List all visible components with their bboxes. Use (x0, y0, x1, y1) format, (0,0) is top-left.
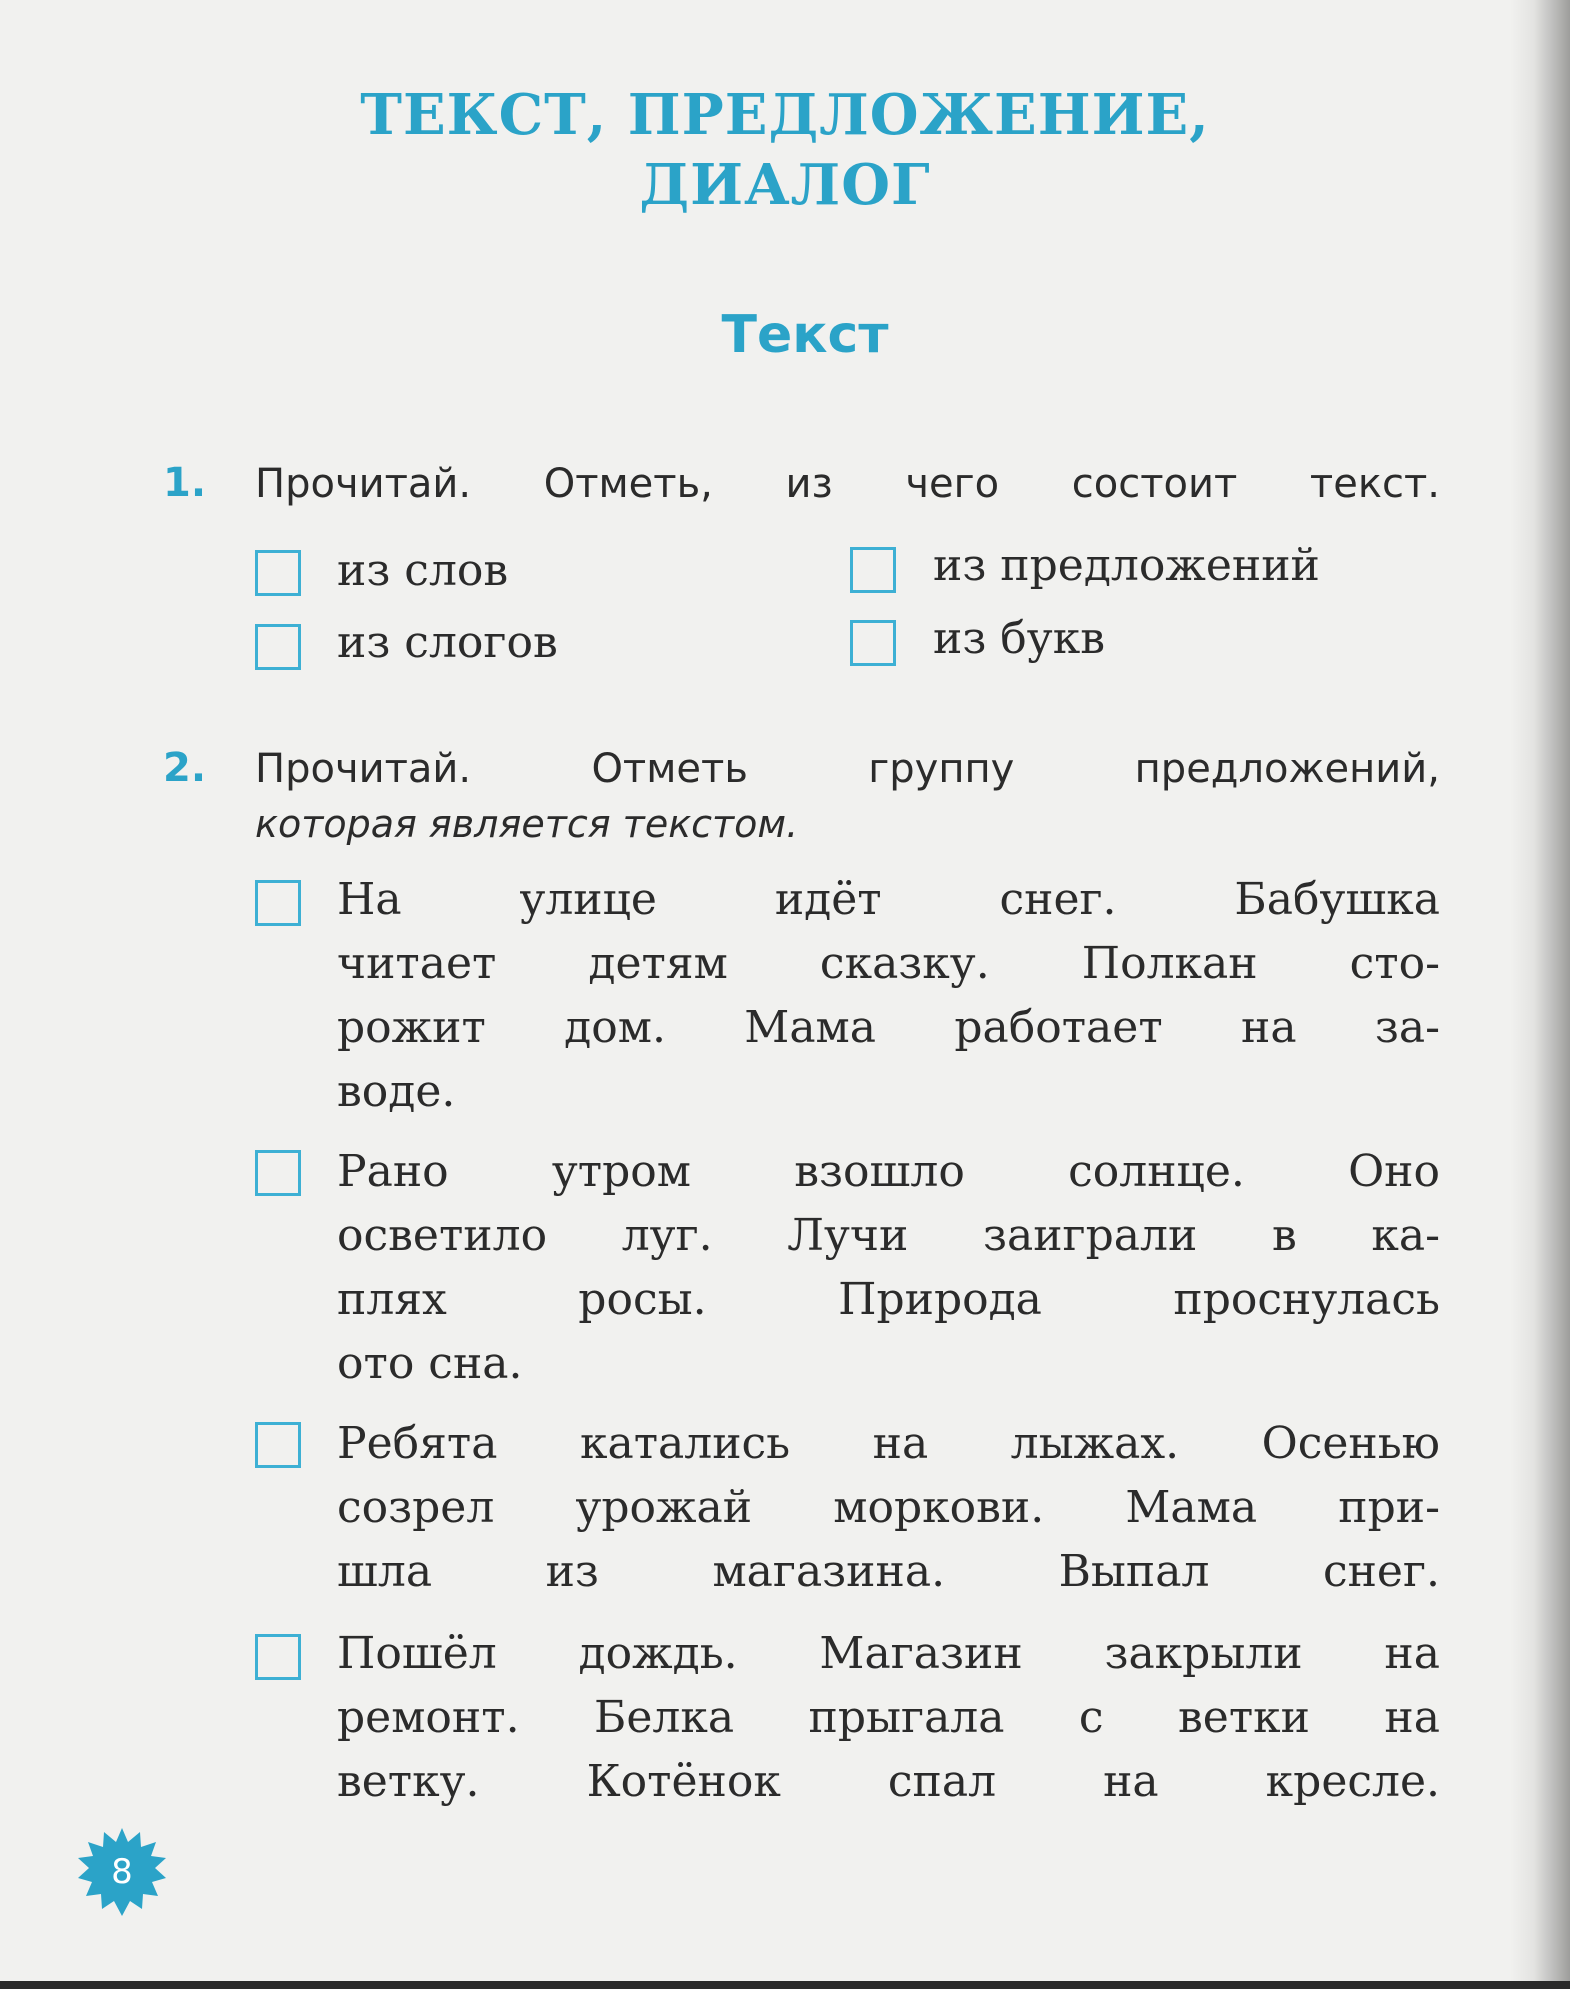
page-title-line2: ДИАЛОГ (639, 152, 931, 218)
page-number: 8 (111, 1852, 133, 1892)
group1-line: рожит дом. Мама работает на за- (337, 1002, 1440, 1053)
task2-instruction: Прочитай. Отметь группу предложений, (255, 746, 1440, 792)
task1-checkbox-words[interactable] (255, 550, 301, 596)
task1-option-syllables: из слогов (337, 617, 558, 668)
group2-line: ото сна. (337, 1338, 523, 1389)
group1-line: На улице идёт снег. Бабушка (337, 874, 1440, 925)
task1-option-letters: из букв (933, 613, 1105, 664)
group1-line: читает детям сказку. Полкан сто- (337, 938, 1440, 989)
group2-line: плях росы. Природа проснулась (337, 1274, 1440, 1325)
group2-line: Рано утром взошло солнце. Оно (337, 1146, 1440, 1197)
task2-group4-text (337, 1622, 1440, 1814)
page-number-badge (78, 1828, 166, 1916)
group4-line: ремонт. Белка прыгала с ветки на (337, 1692, 1440, 1743)
task1-checkbox-letters[interactable] (850, 620, 896, 666)
scan-bottom-edge (0, 1981, 1570, 1989)
task2-number: 2. (163, 745, 207, 791)
task1-instruction: Прочитай. Отметь, из чего состоит текст. (255, 461, 1440, 507)
task1-checkbox-sentences[interactable] (850, 547, 896, 593)
page-gutter-shadow (1510, 0, 1570, 1989)
task1-checkbox-syllables[interactable] (255, 624, 301, 670)
task1-option-sentences: из предложений (933, 540, 1320, 591)
group1-line: воде. (337, 1066, 456, 1117)
task2-group3-text (337, 1412, 1440, 1604)
section-subtitle: Текст (721, 305, 889, 365)
task2-checkbox-group4[interactable] (255, 1634, 301, 1680)
group3-line: созрел урожай моркови. Мама при- (337, 1482, 1440, 1533)
group3-line: Ребята катались на лыжах. Осенью (337, 1418, 1440, 1469)
task1-option-words: из слов (337, 545, 509, 596)
group4-line: Пошёл дождь. Магазин закрыли на (337, 1628, 1440, 1679)
group3-line: шла из магазина. Выпал снег. (337, 1546, 1440, 1597)
task2-checkbox-group1[interactable] (255, 880, 301, 926)
group2-line: осветило луг. Лучи заиграли в ка- (337, 1210, 1440, 1261)
task2-group1-text (337, 868, 1440, 1124)
page-title-line1: ТЕКСТ, ПРЕДЛОЖЕНИЕ, (360, 82, 1210, 148)
group4-line: ветку. Котёнок спал на кресле. (337, 1756, 1440, 1807)
task2-checkbox-group3[interactable] (255, 1422, 301, 1468)
task2-instruction-line2: которая является текстом. (255, 802, 799, 846)
task2-group2-text (337, 1140, 1440, 1396)
task1-number: 1. (163, 460, 207, 506)
task2-checkbox-group2[interactable] (255, 1150, 301, 1196)
